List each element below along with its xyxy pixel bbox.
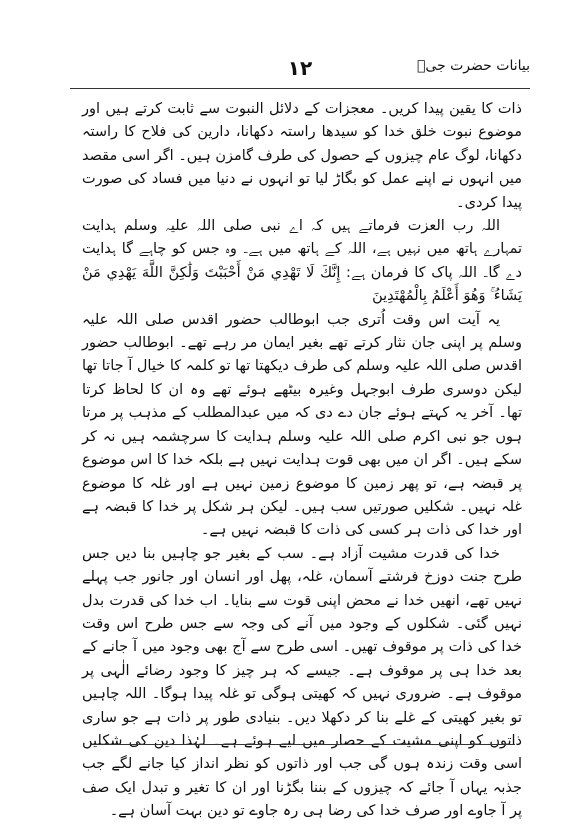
paragraph-2: اللہ رب العزت فرماتے ہیں کہ اے نبی صلی اللہ علیہ وسلم ہدایت تمہارے ہاتھ میں نہیں ہے، اللہ کے ہاتھ میں ہے۔ وہ جس کو چاہے گا ہدایت دے گا۔ اللہ پاک کا فرمان ہے: إِنَّكَ لَا تَهْدِي مَنْ أَحْبَبْتَ وَلَٰكِنَّ اللَّهَ يَهْدِي مَنْ يَشَاءُ ۚ وَهُوَ أَعْلَمُ بِالْمُهْتَدِينَ [82, 218, 522, 305]
header-divider [70, 88, 530, 89]
paragraph-1: ذات کا یقین پیدا کریں۔ معجزات کے دلائل النبوت سے ثابت کرتے ہیں اور موضوع نبوت خلق خدا کو سیدھا راستہ دکھانا، دارین کی فلاح کا راستہ دکھانا، لوگ عام چیزوں کے حصول کی طرف گامزن ہیں۔ اگر اسی مقصد میں انہوں نے اپنے عمل کو بگاڑ لیا تو انہوں نے دنیا میں فساد کی صورت پیدا کردی۔ [82, 101, 522, 211]
body-text [82, 98, 522, 824]
running-title: بیانات حضرت جیؒ [416, 58, 530, 74]
page-header [70, 52, 530, 92]
page-number: ۱۲ [287, 56, 313, 80]
footer-divider [90, 744, 515, 745]
paragraph-4: خدا کی قدرت مشیت آزاد ہے۔ سب کے بغیر جو چاہیں بنا دیں جس طرح جنت دوزخ فرشتے آسمان، غلہ، پھل اور انسان اور جانور جب پہلے نہیں تھے، انھیں خدا نے محض اپنی قوت سے بنایا۔ اب خدا کی قدرت بدل نہیں گئی۔ شکلوں کے وجود میں آنے کی وجہ سے جس طرح اس وقت خدا کی ذات پر موقوف تھیں۔ اسی طرح سے آج بھی وجود میں آ جانے کے بعد خدا ہی پر موقوف ہے۔ جیسے کہ ہر چیز کا وجود رضائے الٰہی پر موقوف ہے۔ ضروری نہیں کہ کھیتی ہوگی تو غلہ پیدا ہوگا۔ اللہ چاہیں تو بغیر کھیتی کے غلے بنا کر دکھلا دیں۔ بنیادی طور پر ذات ہے جو ساری ذاتوں کو اپنی مشیت کے حصار میں لیے ہوئے ہے۔ لہٰذا دین کی شکلیں اسی وقت زندہ ہوں گی جب اور ذاتوں کو نظر انداز کیا جانے لگے جب جذبہ یہاں آ جائے کہ چیزوں کے بننا بگڑنا اور ان کا تغیر و تبدل ایک صف پر آ جاوے اور صرف خدا کی رضا ہی رہ جاوے تو دین بہت آسان ہے۔ [82, 545, 522, 820]
paragraph-3: یہ آیت اس وقت اُتری جب ابوطالب حضور اقدس صلی اللہ علیہ وسلم پر اپنی جان نثار کرتے تھے بغیر ایمان مر رہے تھے۔ ابوطالب حضور اقدس صلی اللہ علیہ وسلم کی طرف دیکھتا تھا تو کلمہ کا خیال آ جاتا تھا لیکن دوسری طرف ابوجہل وغیرہ بیٹھے ہوئے تھے وہ ان کا لحاظ کرتا تھا۔ آخر یہ کہتے ہوئے جان دے دی کہ میں عبدالمطلب کے مذہب پر مرتا ہوں جو نبی اکرم صلی اللہ علیہ وسلم ہدایت کا سرچشمہ ہیں نہ کر سکے ہیں۔ اگر ان میں بھی قوت ہدایت نہیں ہے بلکہ خدا کا اس موضوع پر قبضہ ہے، تو پھر زمین کا موضوع زمین نہیں ہے اور غلہ کا موضوع غلہ نہیں۔ شکلیں صورتیں سب ہیں۔ لیکن ہر شکل پر خدا کا قبضہ ہے اور خدا کی ذات ہر کسی کی ذات کا قبضہ نہیں ہے۔ [82, 311, 522, 539]
